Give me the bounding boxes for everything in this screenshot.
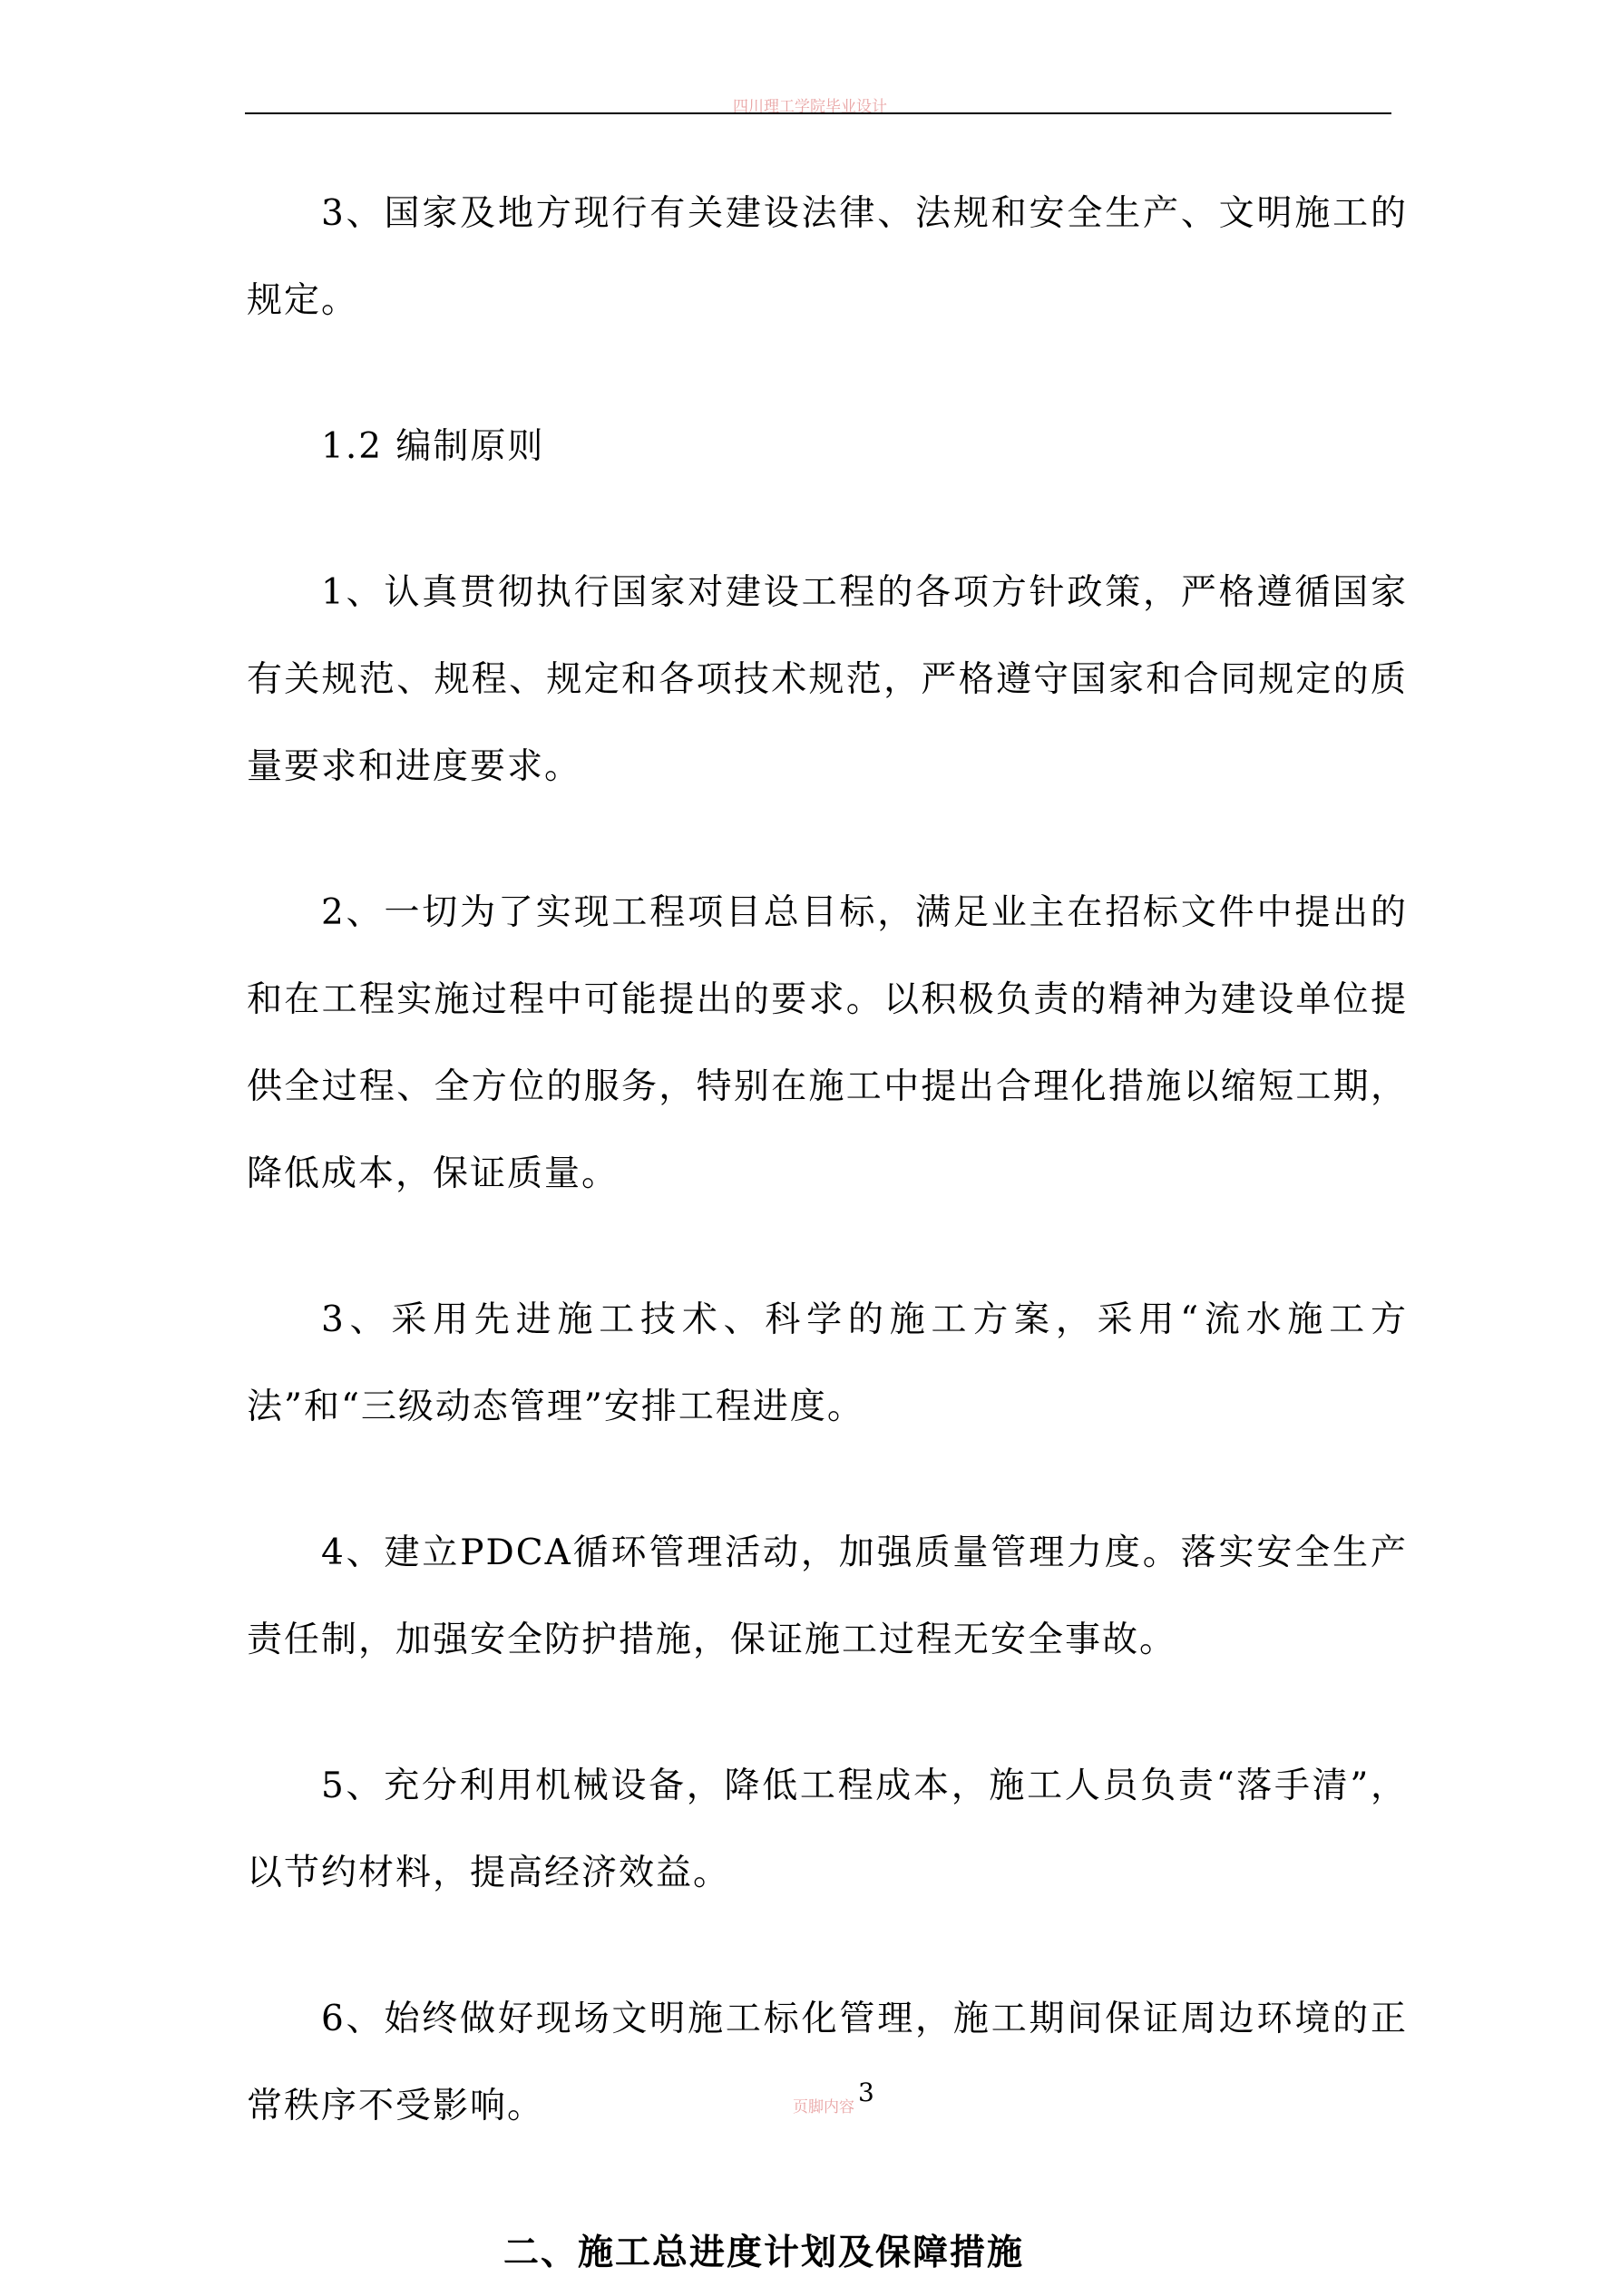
- paragraph-principle-5: 5、充分利用机械设备，降低工程成本，施工人员负责“落手清”，以节约材料，提高经济效益。: [247, 1766, 1408, 1893]
- page-number: 3: [858, 2077, 874, 2107]
- paragraph-principle-4: 4、建立PDCA循环管理活动，加强质量管理力度。落实安全生产责任制，加强安全防护措施，保证施工过程无安全事故。: [247, 1532, 1408, 1660]
- header-divider: [245, 112, 1391, 114]
- paragraph-principle-2: 2、一切为了实现工程项目总目标，满足业主在招标文件中提出的和在工程实施过程中可能提出的要求。以积极负责的精神为建设单位提供全过程、全方位的服务，特别在施工中提出合理化措施以缩短工期，降低成本，保证质量。: [247, 892, 1408, 1194]
- paragraph-principle-6: 6、始终做好现场文明施工标化管理，施工期间保证周边环境的正常秩序不受影响。: [247, 1999, 1408, 2126]
- subsection-heading-principles: 1.2 编制原则: [321, 426, 545, 467]
- paragraph-regulations: 3、国家及地方现行有关建设法律、法规和安全生产、文明施工的规定。: [247, 193, 1408, 321]
- page-header-title: 四川理工学院毕业设计: [733, 98, 887, 116]
- paragraph-principle-3: 3、采用先进施工技术、科学的施工方案，采用“流水施工方法”和“三级动态管理”安排工程进度。: [247, 1299, 1408, 1427]
- section-heading-schedule: 二、施工总进度计划及保障措施: [503, 2232, 1024, 2273]
- document-body: [247, 170, 1408, 2296]
- paragraph-principle-1: 1、认真贯彻执行国家对建设工程的各项方针政策，严格遵循国家有关规范、规程、规定和各项技术规范，严格遵守国家和合同规定的质量要求和进度要求。: [247, 572, 1408, 787]
- page-footer-label: 页脚内容: [793, 2098, 854, 2116]
